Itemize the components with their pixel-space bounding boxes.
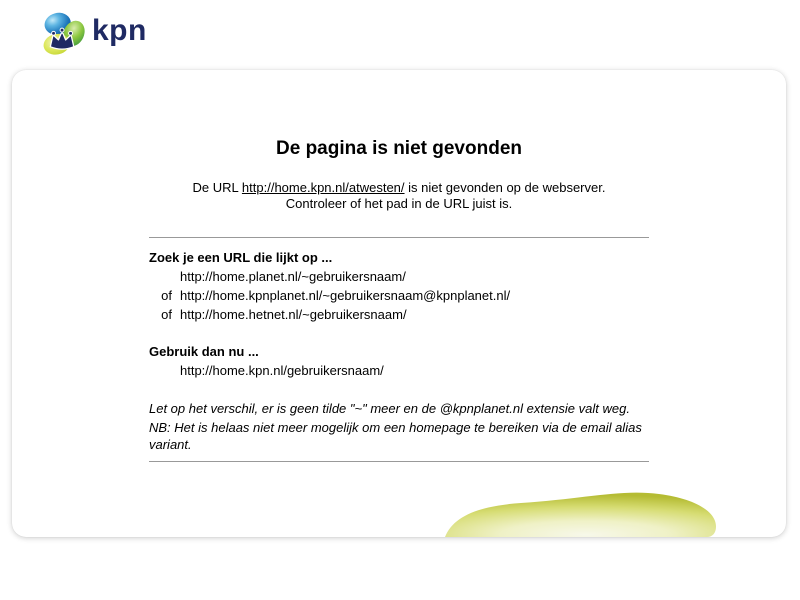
suggestion-row bbox=[149, 305, 649, 324]
kpn-logo[interactable] bbox=[42, 11, 147, 56]
lime-blob-decoration bbox=[443, 491, 720, 537]
crown-icon bbox=[50, 28, 73, 49]
intro-prefix: De URL bbox=[192, 180, 239, 195]
suggested-url: http://home.kpnplanet.nl/~gebruikersnaam@kpnplanet.nl/ bbox=[180, 288, 511, 303]
intro-line2: Controleer of het pad in de URL juist is. bbox=[285, 196, 513, 211]
notes bbox=[149, 400, 649, 453]
use-now-row bbox=[149, 361, 649, 380]
suggestion-row bbox=[149, 286, 649, 305]
use-now-heading: Gebruik dan nu ... bbox=[149, 344, 259, 359]
kpn-crown-icon bbox=[42, 11, 87, 56]
kpn-logo-text: kpn bbox=[92, 14, 147, 47]
row-prefix bbox=[149, 361, 180, 380]
divider-top bbox=[149, 237, 649, 238]
note-difference: Let op het verschil, er is geen tilde "~" meer en de @kpnplanet.nl extensie valt weg. bbox=[149, 401, 630, 416]
error-content bbox=[149, 138, 649, 462]
row-prefix: of bbox=[161, 288, 172, 303]
intro-text bbox=[149, 180, 649, 212]
suggestions-heading: Zoek je een URL die lijkt op ... bbox=[149, 250, 333, 265]
not-found-url-link[interactable]: http://home.kpn.nl/atwesten/ bbox=[241, 180, 405, 195]
suggested-url: http://home.hetnet.nl/~gebruikersnaam/ bbox=[180, 307, 407, 322]
intro-suffix: is niet gevonden op de webserver. bbox=[408, 180, 606, 195]
suggested-url: http://home.planet.nl/~gebruikersnaam/ bbox=[180, 269, 406, 284]
error-card bbox=[12, 70, 786, 537]
page-title: De pagina is niet gevonden bbox=[276, 138, 522, 159]
use-now-url: http://home.kpn.nl/gebruikersnaam/ bbox=[180, 363, 384, 378]
note-nb: NB: Het is helaas niet meer mogelijk om een homepage te bereiken via de email alias variant. bbox=[149, 420, 642, 452]
row-prefix: of bbox=[161, 307, 172, 322]
suggestion-row bbox=[149, 267, 649, 286]
page-header bbox=[42, 10, 147, 56]
row-prefix bbox=[149, 267, 180, 286]
divider-bottom bbox=[149, 461, 649, 462]
